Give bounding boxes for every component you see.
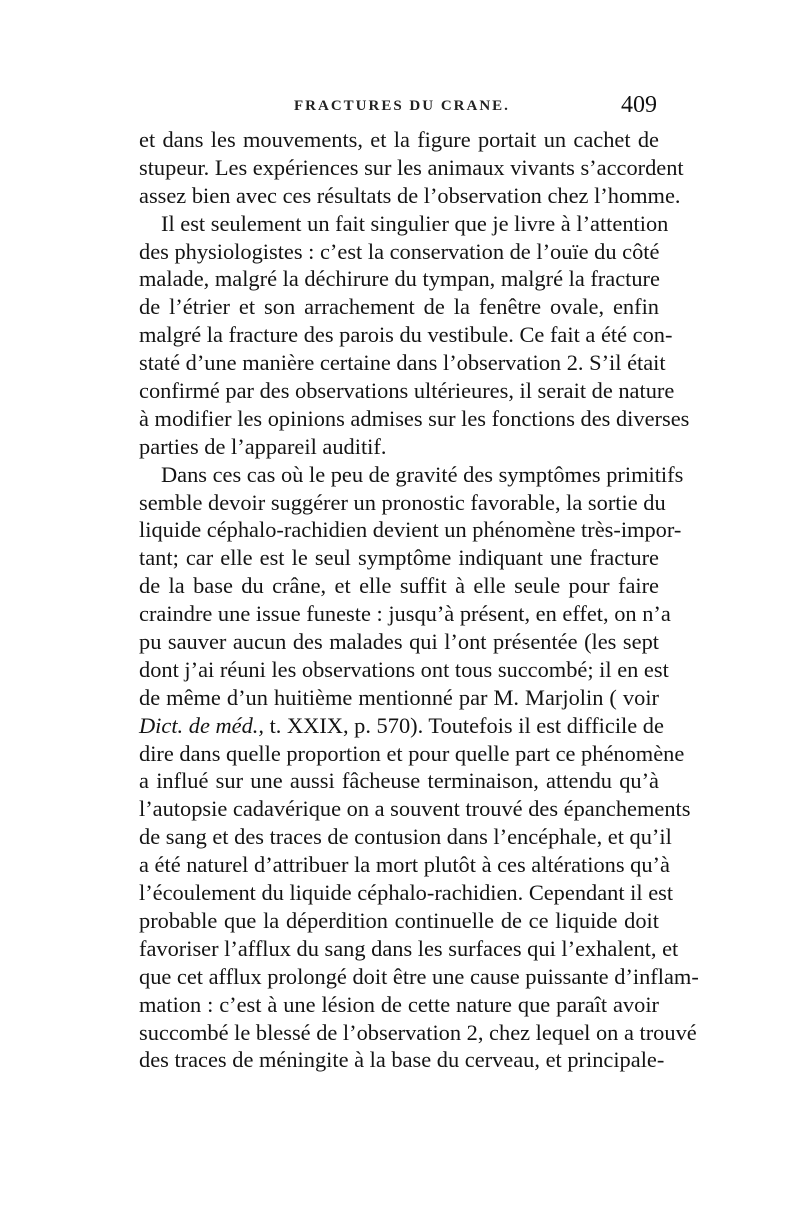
text-line: à modifier les opinions admises sur les fonctions des diverses [139, 405, 690, 431]
text-line: succombé le blessé de l’observation 2, chez lequel on a trouvé [139, 1019, 697, 1045]
citation-italic: Dict. de méd., [139, 712, 264, 738]
body-text [139, 126, 699, 1074]
text-line: probable que la déperdition continuelle de ce liquide doit [139, 907, 659, 933]
text-line: de sang et des traces de contusion dans l’encéphale, et qu’il [139, 824, 672, 850]
text-line: l’autopsie cadavérique on a souvent trouvé des épanchements [139, 796, 691, 822]
text-line: de l’étrier et son arrachement de la fenêtre ovale, enfin [139, 294, 659, 320]
text-line: mation : c’est à une lésion de cette nature que paraît avoir [139, 991, 659, 1017]
text-line: confirmé par des observations ultérieures, il serait de nature [139, 378, 675, 404]
text-line: dire dans quelle proportion et pour quelle part ce phénomène [139, 740, 685, 766]
text-line: favoriser l’afflux du sang dans les surfaces qui l’exhalent, et [139, 935, 679, 961]
text-line-reference [139, 712, 664, 740]
text-line: a influé sur une aussi fâcheuse terminaison, attendu qu’à [139, 768, 659, 794]
text-line: malgré la fracture des parois du vestibule. Ce fait a été con- [139, 322, 673, 348]
text-line: malade, malgré la déchirure du tympan, malgré la fracture [139, 266, 660, 292]
running-head: FRACTURES DU CRANE. [294, 98, 510, 114]
text-line: dont j’ai réuni les observations ont tous succombé; il en est [139, 656, 669, 682]
text-line: parties de l’appareil auditif. [139, 433, 387, 459]
page-header [139, 94, 659, 128]
page-number: 409 [621, 92, 657, 118]
text-line: que cet afflux prolongé doit être une cause puissante d’inflam- [139, 963, 699, 989]
text-line: l’écoulement du liquide céphalo-rachidien. Cependant il est [139, 880, 674, 906]
text-line: stupeur. Les expériences sur les animaux vivants s’accordent [139, 154, 684, 180]
text-line: craindre une issue funeste : jusqu’à présent, en effet, on n’a [139, 601, 671, 627]
text-line: semble devoir suggérer un pronostic favorable, la sortie du [139, 489, 666, 515]
text-line: pu sauver aucun des malades qui l’ont présentée (les sept [139, 629, 659, 655]
text-line: des traces de méningite à la base du cerveau, et principale- [139, 1047, 665, 1073]
text-line: tant; car elle est le seul symptôme indiquant une fracture [139, 545, 659, 571]
text-line: de même d’un huitième mentionné par M. Marjolin ( voir [139, 684, 659, 710]
text-line: des physiologistes : c’est la conservation de l’ouïe du côté [139, 238, 660, 264]
text-line: de la base du crâne, et elle suffit à elle seule pour faire [139, 573, 659, 599]
text-line: a été naturel d’attribuer la mort plutôt à ces altérations qu’à [139, 852, 670, 878]
text-line: assez bien avec ces résultats de l’observation chez l’homme. [139, 182, 681, 208]
text-line: Il est seulement un fait singulier que je livre à l’attention [161, 210, 669, 236]
text-line: Dans ces cas où le peu de gravité des symptômes primitifs [161, 461, 684, 487]
text-line: liquide céphalo-rachidien devient un phénomène très-impor- [139, 517, 682, 543]
citation-rest: t. XXIX, p. 570). Toutefois il est difficile de [263, 712, 664, 738]
text-line: et dans les mouvements, et la figure portait un cachet de [139, 127, 659, 152]
text-line: staté d’une manière certaine dans l’observation 2. S’il était [139, 350, 666, 376]
